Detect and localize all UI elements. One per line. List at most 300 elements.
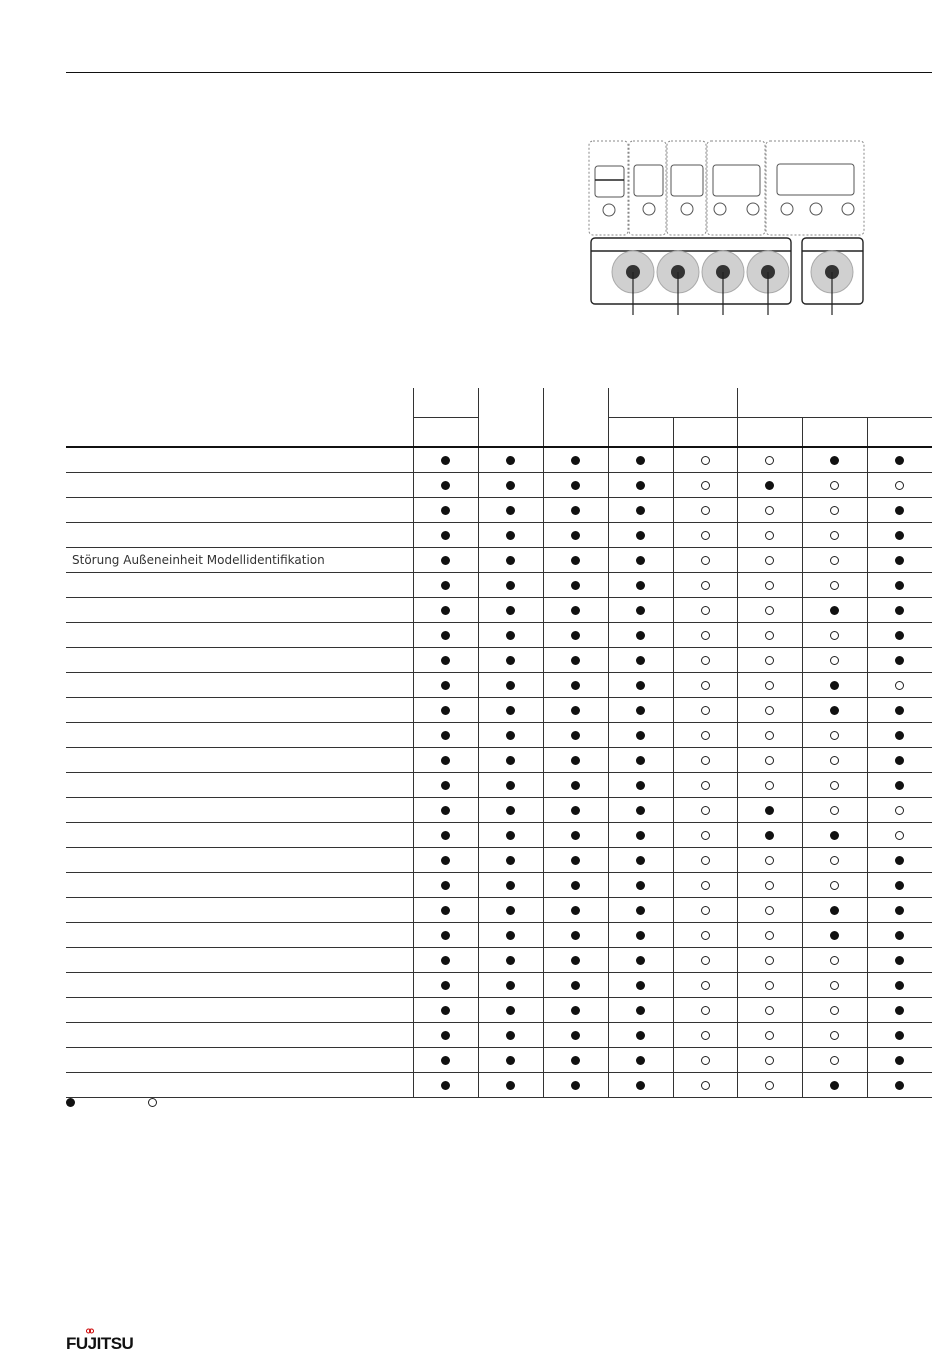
status-cell bbox=[543, 823, 608, 847]
status-cell bbox=[737, 1073, 802, 1097]
status-cell bbox=[478, 773, 543, 797]
status-cell bbox=[737, 723, 802, 747]
status-cell bbox=[802, 948, 867, 972]
filled-circle-icon bbox=[571, 556, 580, 565]
table-header bbox=[66, 388, 932, 448]
status-cell bbox=[673, 623, 738, 647]
filled-circle-icon bbox=[895, 981, 904, 990]
status-cell bbox=[608, 1048, 673, 1072]
status-cell bbox=[413, 973, 478, 997]
status-cell bbox=[673, 723, 738, 747]
table-row bbox=[66, 648, 932, 673]
status-cell bbox=[867, 598, 932, 622]
empty-circle-icon bbox=[148, 1098, 157, 1107]
filled-circle-icon bbox=[895, 856, 904, 865]
filled-circle-icon bbox=[895, 931, 904, 940]
empty-circle-icon bbox=[830, 556, 839, 565]
empty-circle-icon bbox=[701, 881, 710, 890]
empty-circle-icon bbox=[701, 506, 710, 515]
status-cell bbox=[478, 748, 543, 772]
status-cell bbox=[673, 573, 738, 597]
status-cell bbox=[867, 623, 932, 647]
empty-circle-icon bbox=[765, 631, 774, 640]
status-cell bbox=[543, 1023, 608, 1047]
status-cell bbox=[608, 873, 673, 897]
filled-circle-icon bbox=[636, 931, 645, 940]
status-cell bbox=[608, 1073, 673, 1097]
filled-circle-icon bbox=[506, 606, 515, 615]
empty-circle-icon bbox=[701, 806, 710, 815]
empty-circle-icon bbox=[701, 681, 710, 690]
status-cell bbox=[413, 498, 478, 522]
filled-circle-icon bbox=[441, 731, 450, 740]
status-cell bbox=[608, 748, 673, 772]
filled-circle-icon bbox=[830, 1081, 839, 1090]
status-cell bbox=[802, 848, 867, 872]
status-cell bbox=[802, 973, 867, 997]
table-row bbox=[66, 448, 932, 473]
status-cell bbox=[673, 448, 738, 472]
table-row bbox=[66, 698, 932, 723]
filled-circle-icon bbox=[636, 1006, 645, 1015]
empty-circle-icon bbox=[830, 731, 839, 740]
empty-circle-icon bbox=[765, 531, 774, 540]
status-cell bbox=[478, 648, 543, 672]
status-cell bbox=[543, 1073, 608, 1097]
table-row bbox=[66, 1073, 932, 1098]
status-cell bbox=[413, 548, 478, 572]
status-cell bbox=[413, 923, 478, 947]
status-cell bbox=[867, 773, 932, 797]
filled-circle-icon bbox=[506, 906, 515, 915]
status-cell bbox=[543, 473, 608, 497]
empty-circle-icon bbox=[701, 731, 710, 740]
status-cell bbox=[673, 548, 738, 572]
status-cell bbox=[608, 898, 673, 922]
control-panel-icon bbox=[588, 140, 868, 315]
status-cell bbox=[608, 598, 673, 622]
filled-circle-icon bbox=[506, 1006, 515, 1015]
header-column-divider bbox=[867, 417, 868, 446]
filled-circle-icon bbox=[571, 1006, 580, 1015]
filled-circle-icon bbox=[895, 606, 904, 615]
status-cell bbox=[673, 998, 738, 1022]
empty-circle-icon bbox=[895, 806, 904, 815]
status-cell bbox=[543, 898, 608, 922]
filled-circle-icon bbox=[830, 456, 839, 465]
filled-circle-icon bbox=[571, 581, 580, 590]
empty-circle-icon bbox=[701, 856, 710, 865]
filled-circle-icon bbox=[895, 956, 904, 965]
filled-circle-icon bbox=[441, 1056, 450, 1065]
empty-circle-icon bbox=[701, 1056, 710, 1065]
table-row bbox=[66, 573, 932, 598]
status-cell bbox=[737, 523, 802, 547]
filled-circle-icon bbox=[441, 706, 450, 715]
empty-circle-icon bbox=[701, 781, 710, 790]
filled-circle-icon bbox=[506, 1081, 515, 1090]
filled-circle-icon bbox=[765, 831, 774, 840]
table-row bbox=[66, 473, 932, 498]
status-cell bbox=[478, 473, 543, 497]
empty-circle-icon bbox=[765, 606, 774, 615]
filled-circle-icon bbox=[571, 631, 580, 640]
filled-circle-icon bbox=[571, 1081, 580, 1090]
filled-circle-icon bbox=[441, 756, 450, 765]
status-cell bbox=[413, 873, 478, 897]
table-row bbox=[66, 548, 932, 573]
empty-circle-icon bbox=[701, 906, 710, 915]
status-cell bbox=[737, 873, 802, 897]
status-cell bbox=[737, 1048, 802, 1072]
status-cell bbox=[867, 648, 932, 672]
status-cell bbox=[543, 848, 608, 872]
table-row bbox=[66, 948, 932, 973]
filled-circle-icon bbox=[830, 706, 839, 715]
empty-circle-icon bbox=[830, 1056, 839, 1065]
filled-circle-icon bbox=[571, 531, 580, 540]
status-cell bbox=[867, 448, 932, 472]
status-cell bbox=[673, 798, 738, 822]
status-cell bbox=[413, 698, 478, 722]
empty-circle-icon bbox=[895, 481, 904, 490]
filled-circle-icon bbox=[895, 906, 904, 915]
status-cell bbox=[413, 998, 478, 1022]
status-cell bbox=[673, 823, 738, 847]
status-cell bbox=[802, 523, 867, 547]
filled-circle-icon bbox=[506, 956, 515, 965]
table-row bbox=[66, 623, 932, 648]
status-cell bbox=[867, 1073, 932, 1097]
empty-circle-icon bbox=[765, 956, 774, 965]
status-cell bbox=[413, 948, 478, 972]
status-cell bbox=[413, 848, 478, 872]
empty-circle-icon bbox=[830, 981, 839, 990]
status-cell bbox=[608, 948, 673, 972]
status-cell bbox=[867, 473, 932, 497]
filled-circle-icon bbox=[830, 606, 839, 615]
filled-circle-icon bbox=[506, 931, 515, 940]
status-cell bbox=[478, 1023, 543, 1047]
header-column-divider bbox=[543, 388, 544, 446]
empty-circle-icon bbox=[765, 1031, 774, 1040]
status-cell bbox=[413, 623, 478, 647]
filled-circle-icon bbox=[441, 481, 450, 490]
status-cell bbox=[478, 598, 543, 622]
filled-circle-icon bbox=[506, 856, 515, 865]
status-cell bbox=[867, 848, 932, 872]
empty-circle-icon bbox=[765, 1006, 774, 1015]
empty-circle-icon bbox=[765, 981, 774, 990]
status-cell bbox=[413, 823, 478, 847]
status-cell bbox=[737, 798, 802, 822]
status-cell bbox=[413, 748, 478, 772]
status-cell bbox=[802, 723, 867, 747]
empty-circle-icon bbox=[765, 1056, 774, 1065]
status-cell bbox=[802, 898, 867, 922]
table-row bbox=[66, 873, 932, 898]
status-cell bbox=[543, 498, 608, 522]
filled-circle-icon bbox=[441, 531, 450, 540]
filled-circle-icon bbox=[441, 806, 450, 815]
status-cell bbox=[608, 448, 673, 472]
filled-circle-icon bbox=[895, 506, 904, 515]
status-cell bbox=[673, 1073, 738, 1097]
status-cell bbox=[543, 748, 608, 772]
table-row bbox=[66, 848, 932, 873]
status-cell bbox=[673, 948, 738, 972]
status-cell bbox=[737, 448, 802, 472]
filled-circle-icon bbox=[571, 906, 580, 915]
status-cell bbox=[478, 548, 543, 572]
status-cell bbox=[673, 523, 738, 547]
status-cell bbox=[478, 998, 543, 1022]
header-subdivider bbox=[413, 417, 478, 418]
status-cell bbox=[608, 648, 673, 672]
status-cell bbox=[608, 573, 673, 597]
status-cell bbox=[867, 1048, 932, 1072]
status-cell bbox=[737, 623, 802, 647]
empty-circle-icon bbox=[830, 781, 839, 790]
filled-circle-icon bbox=[441, 581, 450, 590]
filled-circle-icon bbox=[441, 556, 450, 565]
filled-circle-icon bbox=[441, 931, 450, 940]
status-cell bbox=[802, 648, 867, 672]
status-cell bbox=[802, 873, 867, 897]
filled-circle-icon bbox=[571, 506, 580, 515]
status-cell bbox=[737, 823, 802, 847]
status-cell bbox=[608, 998, 673, 1022]
status-cell bbox=[867, 973, 932, 997]
table-row bbox=[66, 498, 932, 523]
status-cell bbox=[737, 673, 802, 697]
status-cell bbox=[608, 498, 673, 522]
status-cell bbox=[478, 823, 543, 847]
status-cell bbox=[867, 898, 932, 922]
filled-circle-icon bbox=[441, 506, 450, 515]
status-cell bbox=[673, 898, 738, 922]
status-cell bbox=[608, 973, 673, 997]
filled-circle-icon bbox=[571, 956, 580, 965]
filled-circle-icon bbox=[571, 456, 580, 465]
status-cell bbox=[867, 548, 932, 572]
filled-circle-icon bbox=[571, 931, 580, 940]
filled-circle-icon bbox=[636, 881, 645, 890]
status-cell bbox=[413, 448, 478, 472]
empty-circle-icon bbox=[765, 556, 774, 565]
filled-circle-icon bbox=[895, 706, 904, 715]
empty-circle-icon bbox=[701, 706, 710, 715]
header-column-divider bbox=[673, 417, 674, 446]
filled-circle-icon bbox=[636, 831, 645, 840]
status-cell bbox=[543, 648, 608, 672]
filled-circle-icon bbox=[571, 1056, 580, 1065]
status-cell bbox=[673, 473, 738, 497]
filled-circle-icon bbox=[636, 531, 645, 540]
filled-circle-icon bbox=[506, 706, 515, 715]
empty-circle-icon bbox=[830, 481, 839, 490]
status-cell bbox=[413, 773, 478, 797]
filled-circle-icon bbox=[441, 1031, 450, 1040]
empty-circle-icon bbox=[765, 506, 774, 515]
status-cell bbox=[543, 948, 608, 972]
empty-circle-icon bbox=[830, 581, 839, 590]
status-cell bbox=[413, 598, 478, 622]
status-cell bbox=[802, 448, 867, 472]
status-cell bbox=[413, 798, 478, 822]
status-cell bbox=[737, 498, 802, 522]
filled-circle-icon bbox=[895, 656, 904, 665]
filled-circle-icon bbox=[571, 856, 580, 865]
empty-circle-icon bbox=[765, 731, 774, 740]
status-cell bbox=[673, 923, 738, 947]
filled-circle-icon bbox=[506, 1056, 515, 1065]
empty-circle-icon bbox=[830, 1031, 839, 1040]
header-subdivider bbox=[608, 417, 932, 418]
status-cell bbox=[608, 848, 673, 872]
status-cell bbox=[413, 1023, 478, 1047]
row-label: Störung Außeneinheit Modellidentifikation bbox=[72, 553, 325, 567]
status-cell bbox=[478, 498, 543, 522]
filled-circle-icon bbox=[765, 481, 774, 490]
control-panel-diagram bbox=[588, 140, 868, 315]
filled-circle-icon bbox=[506, 481, 515, 490]
filled-circle-icon bbox=[636, 781, 645, 790]
filled-circle-icon bbox=[830, 831, 839, 840]
empty-circle-icon bbox=[830, 756, 839, 765]
status-cell bbox=[737, 998, 802, 1022]
status-cell bbox=[673, 1023, 738, 1047]
status-cell bbox=[802, 698, 867, 722]
empty-circle-icon bbox=[830, 806, 839, 815]
filled-circle-icon bbox=[636, 681, 645, 690]
status-cell bbox=[413, 1048, 478, 1072]
filled-circle-icon bbox=[571, 731, 580, 740]
filled-circle-icon bbox=[636, 756, 645, 765]
empty-circle-icon bbox=[701, 606, 710, 615]
status-cell bbox=[867, 823, 932, 847]
status-cell bbox=[478, 923, 543, 947]
status-cell bbox=[737, 473, 802, 497]
status-cell bbox=[478, 973, 543, 997]
table-row bbox=[66, 673, 932, 698]
empty-circle-icon bbox=[765, 906, 774, 915]
status-cell bbox=[867, 523, 932, 547]
status-cell bbox=[867, 498, 932, 522]
filled-circle-icon bbox=[636, 631, 645, 640]
status-cell bbox=[673, 1048, 738, 1072]
empty-circle-icon bbox=[830, 881, 839, 890]
filled-circle-icon bbox=[66, 1098, 75, 1107]
filled-circle-icon bbox=[895, 1056, 904, 1065]
status-cell bbox=[608, 1023, 673, 1047]
status-cell bbox=[737, 923, 802, 947]
status-cell bbox=[413, 1073, 478, 1097]
status-cell bbox=[543, 698, 608, 722]
filled-circle-icon bbox=[571, 656, 580, 665]
empty-circle-icon bbox=[765, 1081, 774, 1090]
status-cell bbox=[478, 623, 543, 647]
filled-circle-icon bbox=[506, 1031, 515, 1040]
filled-circle-icon bbox=[895, 1006, 904, 1015]
status-cell bbox=[413, 673, 478, 697]
filled-circle-icon bbox=[441, 1006, 450, 1015]
status-cell bbox=[673, 873, 738, 897]
status-cell bbox=[608, 823, 673, 847]
status-cell bbox=[413, 573, 478, 597]
status-cell bbox=[673, 598, 738, 622]
empty-circle-icon bbox=[765, 456, 774, 465]
empty-circle-icon bbox=[765, 881, 774, 890]
empty-circle-icon bbox=[701, 531, 710, 540]
status-cell bbox=[413, 648, 478, 672]
status-cell bbox=[478, 1048, 543, 1072]
status-cell bbox=[478, 1073, 543, 1097]
filled-circle-icon bbox=[441, 631, 450, 640]
filled-circle-icon bbox=[441, 981, 450, 990]
filled-circle-icon bbox=[636, 456, 645, 465]
filled-circle-icon bbox=[636, 731, 645, 740]
status-cell bbox=[478, 848, 543, 872]
table-row bbox=[66, 748, 932, 773]
filled-circle-icon bbox=[441, 956, 450, 965]
filled-circle-icon bbox=[441, 681, 450, 690]
status-cell bbox=[802, 1023, 867, 1047]
filled-circle-icon bbox=[441, 881, 450, 890]
filled-circle-icon bbox=[636, 556, 645, 565]
filled-circle-icon bbox=[506, 781, 515, 790]
status-cell bbox=[802, 623, 867, 647]
filled-circle-icon bbox=[506, 831, 515, 840]
filled-circle-icon bbox=[571, 781, 580, 790]
empty-circle-icon bbox=[765, 706, 774, 715]
filled-circle-icon bbox=[830, 681, 839, 690]
empty-circle-icon bbox=[895, 831, 904, 840]
status-cell bbox=[543, 773, 608, 797]
status-cell bbox=[737, 773, 802, 797]
filled-circle-icon bbox=[636, 706, 645, 715]
filled-circle-icon bbox=[571, 681, 580, 690]
status-cell bbox=[478, 573, 543, 597]
filled-circle-icon bbox=[571, 806, 580, 815]
filled-circle-icon bbox=[895, 531, 904, 540]
status-cell bbox=[802, 548, 867, 572]
status-cell bbox=[802, 598, 867, 622]
filled-circle-icon bbox=[765, 806, 774, 815]
status-cell bbox=[867, 723, 932, 747]
header-column-divider bbox=[802, 417, 803, 446]
status-cell bbox=[867, 673, 932, 697]
status-cell bbox=[543, 623, 608, 647]
status-cell bbox=[867, 573, 932, 597]
empty-circle-icon bbox=[765, 681, 774, 690]
filled-circle-icon bbox=[506, 806, 515, 815]
filled-circle-icon bbox=[571, 831, 580, 840]
status-cell bbox=[478, 798, 543, 822]
status-cell bbox=[802, 748, 867, 772]
filled-circle-icon bbox=[506, 556, 515, 565]
table-row bbox=[66, 973, 932, 998]
empty-circle-icon bbox=[895, 681, 904, 690]
top-rule bbox=[66, 72, 932, 73]
status-cell bbox=[737, 948, 802, 972]
status-cell bbox=[867, 948, 932, 972]
filled-circle-icon bbox=[895, 756, 904, 765]
status-cell bbox=[673, 648, 738, 672]
filled-circle-icon bbox=[441, 456, 450, 465]
empty-circle-icon bbox=[701, 656, 710, 665]
filled-circle-icon bbox=[636, 956, 645, 965]
